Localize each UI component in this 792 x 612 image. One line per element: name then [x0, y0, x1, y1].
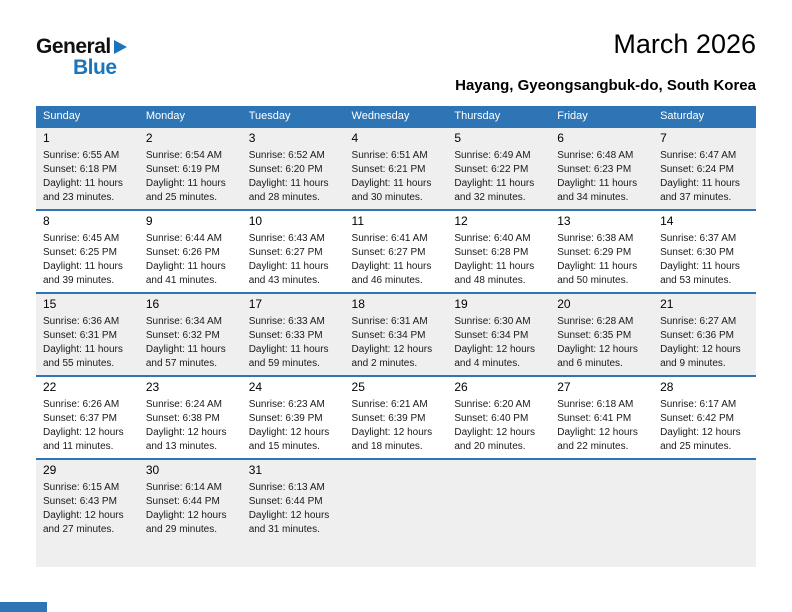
day-info — [454, 149, 546, 205]
sunset-text: Sunset: 6:43 PM — [43, 495, 117, 507]
sunrise-text: Sunrise: 6:20 AM — [454, 398, 531, 410]
daylight-text-line2: and 46 minutes. — [351, 274, 423, 286]
day-info — [43, 149, 135, 205]
day-info — [557, 149, 649, 205]
day-number: 10 — [248, 213, 263, 228]
daylight-text-line1: Daylight: 12 hours — [43, 426, 124, 438]
day-info — [146, 232, 238, 288]
day-cell — [345, 376, 448, 459]
daylight-text-line1: Daylight: 12 hours — [660, 426, 741, 438]
weekday-header: Monday — [139, 106, 242, 127]
sunset-text: Sunset: 6:31 PM — [43, 329, 117, 341]
daylight-text-line2: and 28 minutes. — [248, 191, 320, 203]
daylight-text-line1: Daylight: 12 hours — [557, 426, 638, 438]
daylight-text-line1: Daylight: 11 hours — [43, 260, 123, 272]
sunrise-text: Sunrise: 6:33 AM — [248, 315, 325, 327]
sunrise-text: Sunrise: 6:27 AM — [660, 315, 737, 327]
sunset-text: Sunset: 6:34 PM — [454, 329, 529, 341]
sunset-text: Sunset: 6:24 PM — [660, 163, 734, 175]
daylight-text-line2: and 32 minutes. — [454, 191, 526, 203]
day-cell — [550, 210, 653, 293]
day-info — [557, 315, 649, 371]
day-cell — [139, 210, 242, 293]
sunrise-text: Sunrise: 6:34 AM — [145, 315, 222, 327]
day-cell — [36, 293, 139, 376]
day-cell — [345, 293, 448, 376]
day-cell — [242, 127, 345, 210]
day-info — [557, 232, 649, 288]
daylight-text-line1: Daylight: 11 hours — [557, 177, 638, 189]
day-info — [146, 149, 238, 205]
calendar-table — [36, 106, 756, 567]
daylight-text-line2: and 34 minutes. — [557, 191, 629, 203]
sunset-text: Sunset: 6:44 PM — [248, 495, 323, 507]
day-cell — [653, 210, 756, 293]
weekday-header: Thursday — [447, 106, 550, 127]
day-number: 1 — [43, 130, 50, 145]
sunrise-text: Sunrise: 6:43 AM — [248, 232, 325, 244]
day-info — [352, 149, 444, 205]
page-header — [36, 30, 756, 94]
day-info — [660, 232, 752, 288]
sunset-text: Sunset: 6:34 PM — [351, 329, 426, 341]
weekday-header-row — [36, 106, 756, 127]
daylight-text-line2: and 55 minutes. — [43, 357, 115, 369]
weekday-header: Tuesday — [242, 106, 345, 127]
day-cell — [550, 127, 653, 210]
sunset-text: Sunset: 6:36 PM — [660, 329, 734, 341]
daylight-text-line2: and 18 minutes. — [351, 440, 423, 452]
sunset-text: Sunset: 6:23 PM — [557, 163, 632, 175]
empty-day-cell — [550, 459, 653, 567]
daylight-text-line2: and 25 minutes. — [145, 191, 218, 203]
sunset-text: Sunset: 6:28 PM — [454, 246, 529, 258]
day-cell — [653, 127, 756, 210]
day-number: 20 — [557, 296, 571, 311]
daylight-text-line1: Daylight: 12 hours — [145, 426, 227, 438]
day-number: 25 — [351, 379, 365, 394]
daylight-text-line1: Daylight: 11 hours — [145, 260, 226, 272]
day-number: 31 — [248, 462, 263, 477]
sunrise-text: Sunrise: 6:28 AM — [557, 315, 634, 327]
daylight-text-line2: and 29 minutes. — [145, 523, 218, 535]
day-info — [43, 481, 135, 537]
day-info — [146, 315, 238, 371]
daylight-text-line1: Daylight: 11 hours — [145, 343, 226, 355]
day-number: 11 — [351, 213, 364, 228]
sunset-text: Sunset: 6:27 PM — [351, 246, 426, 258]
day-cell — [242, 376, 345, 459]
day-number: 4 — [351, 130, 359, 145]
day-cell — [139, 376, 242, 459]
daylight-text-line2: and 25 minutes. — [660, 440, 732, 452]
day-number: 21 — [660, 296, 674, 311]
day-info — [146, 398, 238, 454]
sunrise-text: Sunrise: 6:17 AM — [660, 398, 737, 410]
daylight-text-line2: and 6 minutes. — [557, 357, 623, 369]
day-number: 3 — [248, 130, 256, 145]
sunset-text: Sunset: 6:20 PM — [248, 163, 323, 175]
sunrise-text: Sunrise: 6:36 AM — [43, 315, 120, 327]
sunrise-text: Sunrise: 6:38 AM — [557, 232, 634, 244]
week-row — [36, 459, 756, 567]
sunset-text: Sunset: 6:27 PM — [248, 246, 323, 258]
page-title: March 2026 — [613, 29, 756, 59]
day-number: 18 — [351, 296, 365, 311]
daylight-text-line1: Daylight: 11 hours — [43, 177, 123, 189]
empty-day-cell — [653, 459, 756, 567]
daylight-text-line2: and 22 minutes. — [557, 440, 629, 452]
day-cell — [242, 210, 345, 293]
sunrise-text: Sunrise: 6:13 AM — [248, 481, 325, 493]
sunset-text: Sunset: 6:39 PM — [351, 412, 426, 424]
daylight-text-line1: Daylight: 11 hours — [454, 177, 535, 189]
daylight-text-line2: and 4 minutes. — [454, 357, 520, 369]
weekday-header: Friday — [550, 106, 653, 127]
sunrise-text: Sunrise: 6:30 AM — [454, 315, 531, 327]
day-info — [660, 398, 752, 454]
day-info — [249, 315, 341, 371]
day-number: 12 — [454, 213, 468, 228]
sunrise-text: Sunrise: 6:40 AM — [454, 232, 531, 244]
logo-top-row — [36, 36, 127, 57]
day-info — [660, 315, 752, 371]
week-row — [36, 293, 756, 376]
day-info — [454, 398, 546, 454]
daylight-text-line1: Daylight: 12 hours — [454, 426, 535, 438]
daylight-text-line1: Daylight: 11 hours — [454, 260, 535, 272]
day-cell — [139, 127, 242, 210]
daylight-text-line1: Daylight: 12 hours — [351, 426, 433, 438]
day-cell — [139, 293, 242, 376]
daylight-text-line2: and 31 minutes. — [248, 523, 320, 535]
day-number: 7 — [660, 130, 667, 145]
day-cell — [345, 127, 448, 210]
daylight-text-line2: and 15 minutes. — [248, 440, 320, 452]
empty-day-cell — [345, 459, 448, 567]
day-info — [352, 315, 444, 371]
daylight-text-line1: Daylight: 12 hours — [660, 343, 741, 355]
day-number: 16 — [145, 296, 160, 311]
day-number: 15 — [43, 296, 57, 311]
day-info — [352, 398, 444, 454]
sunset-text: Sunset: 6:40 PM — [454, 412, 529, 424]
day-cell — [447, 293, 550, 376]
day-cell — [242, 293, 345, 376]
daylight-text-line1: Daylight: 11 hours — [351, 260, 432, 272]
day-number: 29 — [43, 462, 57, 477]
weekday-header: Wednesday — [345, 106, 448, 127]
sunset-text: Sunset: 6:41 PM — [557, 412, 632, 424]
daylight-text-line1: Daylight: 11 hours — [248, 343, 329, 355]
daylight-text-line1: Daylight: 11 hours — [660, 260, 740, 272]
sunset-text: Sunset: 6:30 PM — [660, 246, 734, 258]
daylight-text-line1: Daylight: 11 hours — [557, 260, 638, 272]
day-number: 9 — [145, 213, 153, 228]
sunset-text: Sunset: 6:33 PM — [248, 329, 323, 341]
day-info — [43, 315, 135, 371]
title-block — [455, 30, 756, 94]
day-number: 26 — [454, 379, 468, 394]
sunset-text: Sunset: 6:44 PM — [145, 495, 220, 507]
daylight-text-line2: and 37 minutes. — [660, 191, 732, 203]
day-cell — [36, 459, 139, 567]
day-cell — [550, 376, 653, 459]
daylight-text-line2: and 27 minutes. — [43, 523, 115, 535]
daylight-text-line2: and 57 minutes. — [145, 357, 218, 369]
sunrise-text: Sunrise: 6:24 AM — [145, 398, 222, 410]
sunset-text: Sunset: 6:19 PM — [145, 163, 220, 175]
daylight-text-line1: Daylight: 12 hours — [351, 343, 433, 355]
daylight-text-line2: and 13 minutes. — [145, 440, 218, 452]
day-number: 17 — [248, 296, 263, 311]
day-info — [557, 398, 649, 454]
day-info — [249, 232, 341, 288]
generalblue-logo — [36, 30, 127, 78]
sunrise-text: Sunrise: 6:18 AM — [557, 398, 634, 410]
day-cell — [242, 459, 345, 567]
day-info — [146, 481, 238, 537]
daylight-text-line2: and 48 minutes. — [454, 274, 526, 286]
daylight-text-line2: and 23 minutes. — [43, 191, 115, 203]
day-info — [43, 398, 135, 454]
sunset-text: Sunset: 6:21 PM — [351, 163, 426, 175]
day-number: 23 — [145, 379, 160, 394]
sunrise-text: Sunrise: 6:52 AM — [248, 149, 325, 161]
week-row — [36, 127, 756, 210]
sunrise-text: Sunrise: 6:41 AM — [351, 232, 428, 244]
day-number: 5 — [454, 130, 462, 145]
sunrise-text: Sunrise: 6:21 AM — [351, 398, 428, 410]
sunset-text: Sunset: 6:37 PM — [43, 412, 117, 424]
day-cell — [653, 376, 756, 459]
week-row — [36, 210, 756, 293]
day-cell — [36, 210, 139, 293]
day-info — [249, 149, 341, 205]
daylight-text-line2: and 41 minutes. — [145, 274, 218, 286]
page-corner-accent — [0, 602, 47, 612]
daylight-text-line2: and 20 minutes. — [454, 440, 526, 452]
logo-text-general: General — [36, 35, 111, 58]
day-number: 13 — [557, 213, 571, 228]
daylight-text-line2: and 11 minutes. — [43, 440, 114, 452]
sunset-text: Sunset: 6:42 PM — [660, 412, 734, 424]
sunrise-text: Sunrise: 6:15 AM — [43, 481, 120, 493]
daylight-text-line1: Daylight: 11 hours — [351, 177, 432, 189]
sunrise-text: Sunrise: 6:45 AM — [43, 232, 120, 244]
sunrise-text: Sunrise: 6:44 AM — [145, 232, 222, 244]
sunset-text: Sunset: 6:25 PM — [43, 246, 117, 258]
day-number: 2 — [145, 130, 153, 145]
daylight-text-line2: and 43 minutes. — [248, 274, 320, 286]
daylight-text-line1: Daylight: 11 hours — [248, 177, 329, 189]
daylight-text-line1: Daylight: 11 hours — [43, 343, 123, 355]
daylight-text-line1: Daylight: 12 hours — [248, 426, 330, 438]
sunset-text: Sunset: 6:22 PM — [454, 163, 529, 175]
location-subtitle: Hayang, Gyeongsangbuk-do, South Korea — [455, 76, 756, 94]
sunrise-text: Sunrise: 6:49 AM — [454, 149, 531, 161]
sunrise-text: Sunrise: 6:54 AM — [145, 149, 222, 161]
daylight-text-line1: Daylight: 11 hours — [660, 177, 740, 189]
week-row — [36, 376, 756, 459]
daylight-text-line2: and 53 minutes. — [660, 274, 732, 286]
sunset-text: Sunset: 6:35 PM — [557, 329, 632, 341]
daylight-text-line1: Daylight: 11 hours — [145, 177, 226, 189]
day-info — [249, 398, 341, 454]
day-number: 19 — [454, 296, 468, 311]
calendar-body — [36, 127, 756, 567]
day-cell — [139, 459, 242, 567]
day-cell — [447, 127, 550, 210]
day-cell — [550, 293, 653, 376]
sunset-text: Sunset: 6:39 PM — [248, 412, 323, 424]
daylight-text-line1: Daylight: 12 hours — [248, 509, 330, 521]
sunset-text: Sunset: 6:32 PM — [145, 329, 220, 341]
day-number: 28 — [660, 379, 674, 394]
day-info — [43, 232, 135, 288]
day-info — [352, 232, 444, 288]
day-number: 8 — [43, 213, 50, 228]
sunset-text: Sunset: 6:29 PM — [557, 246, 632, 258]
day-number: 30 — [145, 462, 160, 477]
day-number: 14 — [660, 213, 674, 228]
sunset-text: Sunset: 6:38 PM — [145, 412, 220, 424]
day-number: 27 — [557, 379, 571, 394]
sunrise-text: Sunrise: 6:14 AM — [145, 481, 222, 493]
day-cell — [345, 210, 448, 293]
daylight-text-line1: Daylight: 12 hours — [145, 509, 227, 521]
daylight-text-line1: Daylight: 12 hours — [557, 343, 638, 355]
day-cell — [36, 127, 139, 210]
daylight-text-line2: and 9 minutes. — [660, 357, 726, 369]
weekday-header: Saturday — [653, 106, 756, 127]
sunrise-text: Sunrise: 6:51 AM — [351, 149, 428, 161]
daylight-text-line1: Daylight: 12 hours — [454, 343, 535, 355]
sunrise-text: Sunrise: 6:55 AM — [43, 149, 120, 161]
daylight-text-line2: and 50 minutes. — [557, 274, 629, 286]
logo-text-blue: Blue — [73, 56, 117, 79]
sunrise-text: Sunrise: 6:47 AM — [660, 149, 737, 161]
weekday-header: Sunday — [36, 106, 139, 127]
day-info — [660, 149, 752, 205]
sunset-text: Sunset: 6:18 PM — [43, 163, 117, 175]
day-info — [249, 481, 341, 537]
day-info — [454, 315, 546, 371]
day-number: 24 — [248, 379, 263, 394]
daylight-text-line2: and 2 minutes. — [351, 357, 418, 369]
sunrise-text: Sunrise: 6:23 AM — [248, 398, 325, 410]
sunset-text: Sunset: 6:26 PM — [145, 246, 220, 258]
sunrise-text: Sunrise: 6:26 AM — [43, 398, 120, 410]
day-cell — [447, 376, 550, 459]
sunrise-text: Sunrise: 6:48 AM — [557, 149, 634, 161]
day-number: 22 — [43, 379, 57, 394]
day-number: 6 — [557, 130, 564, 145]
daylight-text-line2: and 39 minutes. — [43, 274, 115, 286]
day-cell — [653, 293, 756, 376]
day-cell — [36, 376, 139, 459]
sunrise-text: Sunrise: 6:37 AM — [660, 232, 737, 244]
logo-triangle-icon — [114, 40, 127, 54]
day-cell — [447, 210, 550, 293]
daylight-text-line2: and 59 minutes. — [248, 357, 320, 369]
day-info — [454, 232, 546, 288]
daylight-text-line1: Daylight: 11 hours — [248, 260, 329, 272]
empty-day-cell — [447, 459, 550, 567]
daylight-text-line2: and 30 minutes. — [351, 191, 423, 203]
daylight-text-line1: Daylight: 12 hours — [43, 509, 124, 521]
sunrise-text: Sunrise: 6:31 AM — [351, 315, 428, 327]
